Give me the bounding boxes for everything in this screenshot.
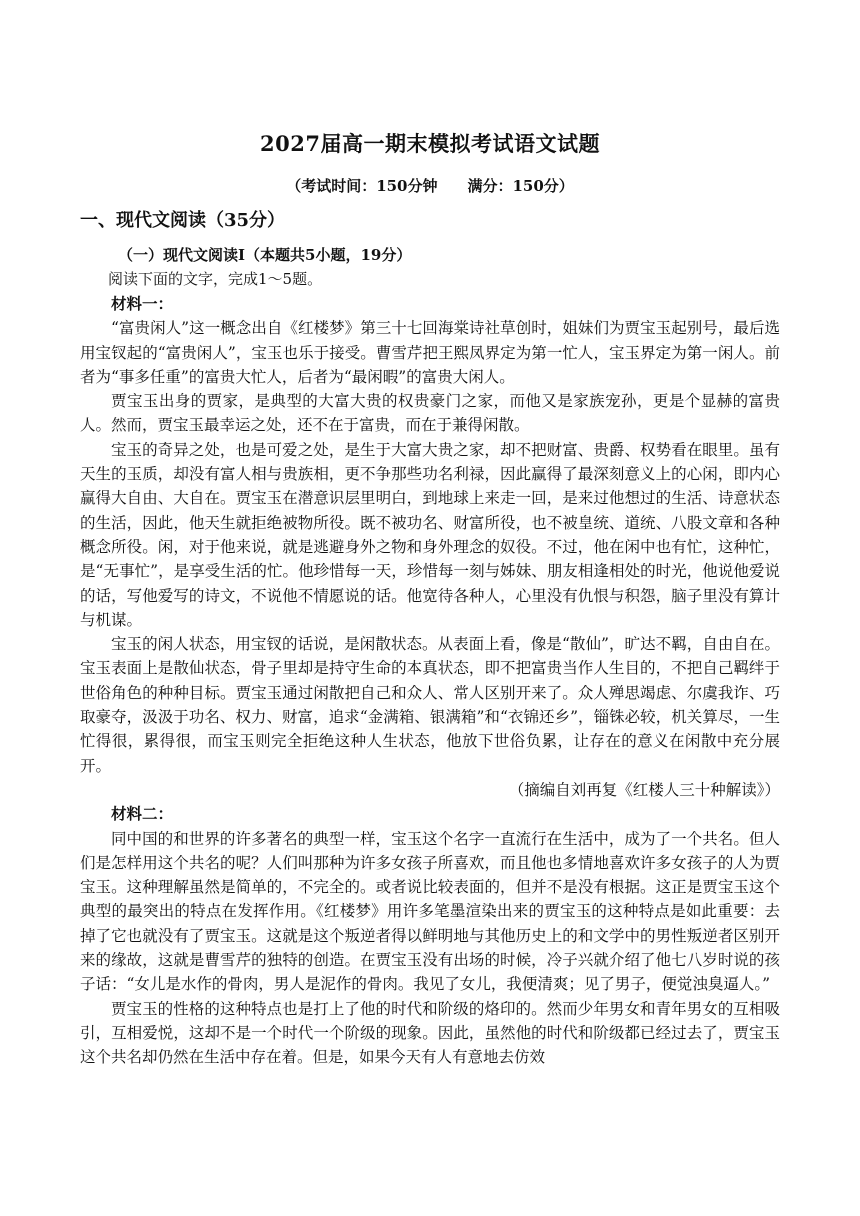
section-heading: 一、现代文阅读（35分） — [80, 210, 286, 231]
exam-title: 2027届高一期末模拟考试语文试题 — [260, 131, 600, 156]
material-1-paragraph: “富贵闲人”这一概念出自《红楼梦》第三十七回海棠诗社草创时，姐妹们为贾宝玉起别号，最后选用宝钗起的“富贵闲人”，宝玉也乐于接受。曹雪芹把王熙凤界定为第一忙人，宝玉界定为第一闲人。前者为“事多任重”的富贵大忙人，后者为“最闲暇”的富贵大闲人。 — [80, 319, 780, 386]
material-1-source: （摘编自刘再复《红楼人三十种解读》） — [508, 780, 780, 799]
material-1-label: 材料一： — [111, 294, 174, 313]
material-2-paragraph: 贾宝玉的性格的这种特点也是打上了他的时代和阶级的烙印的。然而少年男女和青年男女的互相吸引，互相爱悦，这却不是一个时代一个阶级的现象。因此，虽然他的时代和阶级都已经过去了，贾宝玉这个共名却仍然在生活中存在着。但是，如果今天有人有意地去仿效 — [80, 999, 780, 1067]
exam-subtitle: （考试时间：150分钟 满分：150分） — [286, 177, 574, 195]
reading-passage — [80, 292, 780, 1070]
reading-instruction: 阅读下面的文字，完成1～5题。 — [108, 270, 323, 288]
material-2-paragraph: 同中国的和世界的许多著名的典型一样，宝玉这个名字一直流行在生活中，成为了一个共名。但人们是怎样用这个共名的呢？人们叫那种为许多女孩子所喜欢，而且他也多情地喜欢许多女孩子的人为贾宝玉。这种理解虽然是简单的，不完全的。或者说比较表面的，但并不是没有根据。这正是贾宝玉这个典型的最突出的特点在发挥作用。《红楼梦》用许多笔墨渲染出来的贾宝玉的这种特点是如此重要：去掉了它也就没有了贾宝玉。这就是这个叛逆者得以鲜明地与其他历史上的和文学中的男性叛逆者区别开来的缘故，这就是曹雪芹的独特的创造。在贾宝玉没有出场的时候，冷子兴就介绍了他七八岁时说的孩子话：“女儿是水作的骨肉，男人是泥作的骨肉。我见了女儿，我便清爽；见了男子，便觉浊臭逼人。” — [80, 829, 780, 994]
material-1-paragraph: 贾宝玉出身的贾家，是典型的大富大贵的权贵豪门之家，而他又是家族宠孙，更是个显赫的富贵人。然而，贾宝玉最幸运之处，还不在于富贵，而在于兼得闲散。 — [80, 392, 780, 435]
material-2-label: 材料二： — [111, 804, 174, 824]
subsection-heading: （一）现代文阅读Ⅰ（本题共5小题，19分） — [118, 246, 412, 264]
material-1-paragraph: 宝玉的奇异之处，也是可爱之处，是生于大富大贵之家，却不把财富、贵爵、权势看在眼里。虽有天生的玉质，却没有富人相与贵族相，更不争那些功名利禄，因此赢得了最深刻意义上的心闲，即内心赢得大自由、大自在。贾宝玉在潜意识层里明白，到地球上来走一回，是来过他想过的生活、诗意状态的生活，因此，他天生就拒绝被物所役。既不被功名、财富所役，也不被皇统、道统、八股文章和各种概念所役。闲，对于他来说，就是逃避身外之物和身外理念的奴役。不过，他在闲中也有忙，这种忙，是“无事忙”，是享受生活的忙。他珍惜每一天，珍惜每一刻与姊妹、朋友相逢相处的时光，他说他爱说的话，写他爱写的诗文，不说他不情愿说的话。他宽待各种人，心里没有仇恨与积怨，脑子里没有算计与机谋。 — [80, 440, 780, 629]
material-1-paragraph: 宝玉的闲人状态，用宝钗的话说，是闲散状态。从表面上看，像是“散仙”，旷达不羁，自由自在。宝玉表面上是散仙状态，骨子里却是持守生命的本真状态，即不把富贵当作人生目的，不把自己羁绊于世俗角色的种种目标。贾宝玉通过闲散把自己和众人、常人区别开来了。众人殚思竭虑、尔虞我诈、巧取豪夺，汲汲于功名、权力、财富，追求“金满箱、银满箱”和“衣锦还乡”，锱铢必较，机关算尽，一生忙得很，累得很，而宝玉则完全拒绝这种人生状态，他放下世俗负累，让存在的意义在闲散中充分展开。 — [80, 635, 780, 775]
